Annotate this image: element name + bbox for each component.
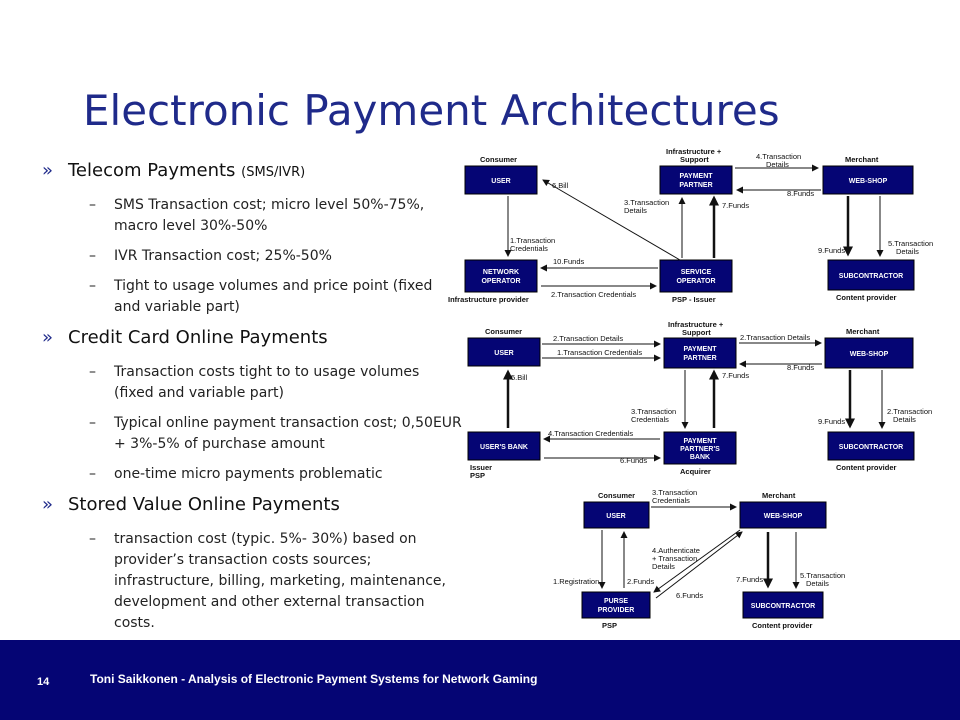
sub-bullet: – Transaction costs tight to to usage volumes (fixed and variable part) [89, 364, 420, 401]
flow-label: 7.Funds [736, 575, 764, 584]
flow-label: 3.Transaction Credentials [652, 488, 698, 505]
flow-label: 1.Registration [553, 577, 600, 586]
flow-label: 4.Authenticate + Transaction Details [652, 546, 700, 571]
box-user-label: USER [494, 350, 514, 357]
bullet-marker: » [42, 494, 54, 515]
role-infra: Infrastructure + Support [666, 147, 722, 164]
box-payment-partner [664, 338, 736, 368]
flow-label: 6.Funds [676, 591, 704, 600]
box-webshop-label: WEB-SHOP [848, 178, 888, 185]
page-number: 14 [37, 676, 50, 688]
sub-bullet: – SMS Transaction cost; micro level 50%-75%, macro level 30%-50% [89, 197, 425, 234]
flow-label: 2.Transaction Details [740, 333, 811, 342]
box-payment-partner-label: PAYMENT PARTNER [683, 346, 717, 362]
box-service-operator [660, 260, 732, 292]
box-user-label: USER [491, 178, 511, 185]
flow-label: 6.Bill [552, 181, 569, 190]
flow-label: 4.Transaction Details [756, 152, 802, 169]
flow-label: 5.Transaction Details [888, 239, 934, 256]
box-webshop-label: WEB-SHOP [849, 351, 889, 358]
role-consumer: Consumer [598, 491, 636, 500]
box-service-label: SERVICE OPERATOR [676, 269, 716, 285]
sub-bullet: – transaction cost (typic. 5%- 30%) based on provider’s transaction costs sources; infrastructure, billing, marketing, maintenance, development and other external transaction costs. [89, 531, 446, 631]
role-infra: Infrastructure + Support [668, 320, 724, 337]
box-purse-provider [582, 592, 650, 618]
box-webshop-label: WEB-SHOP [763, 513, 803, 520]
slide-title: Electronic Payment Architectures [83, 86, 780, 135]
sub-bullet: – Typical online payment transaction cost; 0,50EUR + 3%-5% of purchase amount [89, 415, 462, 452]
bullet-marker: » [42, 160, 54, 181]
box-network-label: NETWORK OPERATOR [481, 269, 521, 285]
box-sub-label: SUBCONTRACTOR [750, 603, 816, 610]
flow-label: 8.Funds [787, 189, 815, 198]
box-purse-label: PURSE PROVIDER [597, 598, 635, 614]
flow-label: 7.Funds [722, 371, 750, 380]
bullet-stored-value: » Stored Value Online Payments [42, 494, 340, 515]
box-network-operator [465, 260, 537, 292]
flow-label: 5.Bill [511, 373, 528, 382]
role-issuer: Issuer PSP [470, 463, 493, 480]
telecom-diagram [448, 147, 933, 304]
flow-label: 2.Transaction Details [887, 407, 933, 424]
role-merchant: Merchant [846, 327, 880, 336]
stored-value-diagram [553, 488, 845, 630]
box-users-bank-label: USER'S BANK [480, 444, 528, 451]
box-sub-label: SUBCONTRACTOR [838, 444, 904, 451]
bullet-telecom: » Telecom Payments (SMS/IVR) [42, 160, 306, 181]
flow-label: 3.Transaction Details [624, 198, 670, 215]
flow-label: 2.Funds [627, 577, 655, 586]
sub-bullet: – Tight to usage volumes and price point (fixed and variable part) [89, 278, 433, 315]
role-content: Content provider [836, 293, 897, 302]
flow-label: 10.Funds [553, 257, 585, 266]
flow-label: 8.Funds [787, 363, 815, 372]
bullet-credit-card: » Credit Card Online Payments [42, 327, 328, 348]
role-consumer: Consumer [485, 327, 523, 336]
role-consumer: Consumer [480, 155, 518, 164]
box-sub-label: SUBCONTRACTOR [838, 273, 904, 280]
sub-bullet: – one-time micro payments problematic [89, 466, 383, 482]
flow-label: 1.Transaction Credentials [557, 348, 643, 357]
flow-label: 5.Transaction Details [800, 571, 846, 588]
flow-label: 3.Transaction Credentials [631, 407, 677, 424]
role-infra-provider: Infrastructure provider [448, 295, 529, 304]
role-merchant: Merchant [845, 155, 879, 164]
box-user-label: USER [606, 513, 626, 520]
box-partner-bank-label: PAYMENT PARTNER'S BANK [680, 438, 720, 461]
box-payment-partner-label: PAYMENT PARTNER [679, 173, 713, 189]
role-merchant: Merchant [762, 491, 796, 500]
box-payment-partner [660, 166, 732, 194]
credit-card-diagram [468, 320, 932, 480]
flow-label: 6.Funds [620, 456, 648, 465]
flow-label: 2.Transaction Details [553, 334, 624, 343]
flow-label: 2.Transaction Credentials [551, 290, 637, 299]
flow-label: 4.Transaction Credentials [548, 429, 634, 438]
sub-bullet: – IVR Transaction cost; 25%-50% [89, 248, 332, 264]
role-content: Content provider [836, 463, 897, 472]
flow-label: 1.Transaction Credentials [510, 236, 556, 253]
role-psp-issuer: PSP - Issuer [672, 295, 716, 304]
flow-label: 7.Funds [722, 201, 750, 210]
flow-label: 9.Funds [818, 246, 846, 255]
role-content: Content provider [752, 621, 813, 630]
footer-text: Toni Saikkonen - Analysis of Electronic Payment Systems for Network Gaming [90, 672, 538, 686]
bullet-marker: » [42, 327, 54, 348]
flow-label: 9.Funds [818, 417, 846, 426]
role-psp: PSP [602, 621, 618, 630]
role-acquirer: Acquirer [680, 467, 711, 476]
